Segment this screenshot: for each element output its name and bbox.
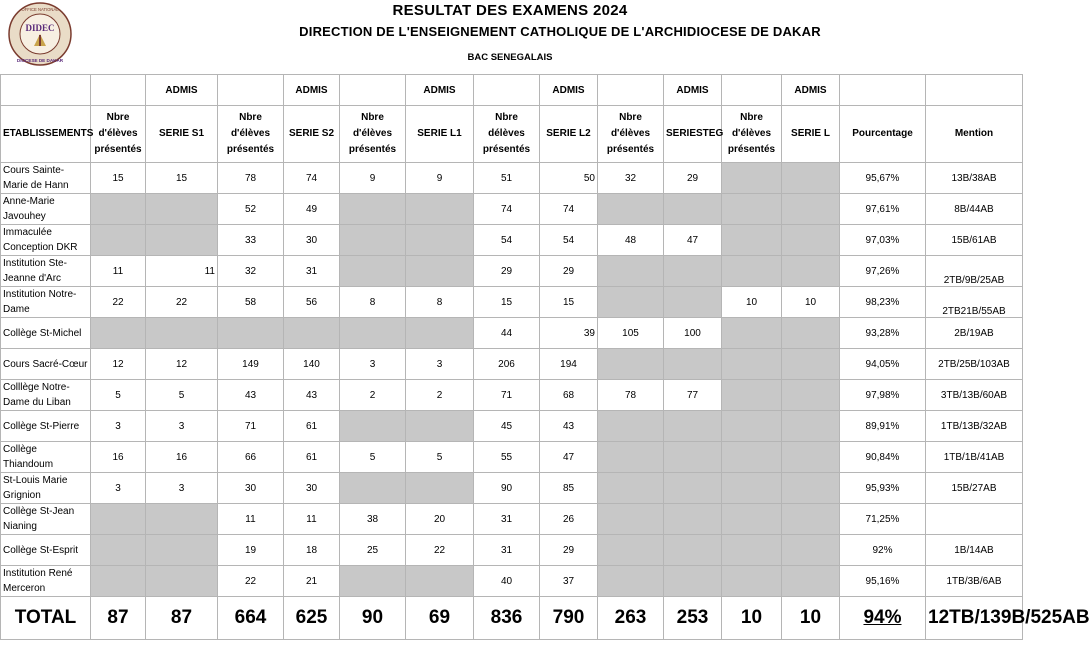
etablissement-name: Cours Sainte-Marie de Hann bbox=[1, 163, 91, 194]
etablissement-name: Anne-Marie Javouhey bbox=[1, 194, 91, 225]
table-cell: 206 bbox=[474, 349, 540, 380]
didec-logo-icon bbox=[8, 2, 72, 66]
exam-type-label: BAC SENEGALAIS bbox=[467, 52, 553, 63]
pourcentage-cell: 71,25% bbox=[840, 504, 926, 535]
mention-cell: 15B/61AB bbox=[926, 225, 1023, 256]
table-cell bbox=[722, 442, 782, 473]
table-cell bbox=[722, 566, 782, 597]
table-cell bbox=[91, 318, 146, 349]
col-serie-l2: SERIE L2 bbox=[540, 106, 598, 163]
table-cell: 22 bbox=[146, 287, 218, 318]
total-cell: 10 bbox=[722, 597, 782, 640]
table-cell: 16 bbox=[146, 442, 218, 473]
table-cell: 25 bbox=[340, 535, 406, 566]
table-cell: 5 bbox=[146, 380, 218, 411]
table-cell bbox=[782, 566, 840, 597]
table-cell: 22 bbox=[91, 287, 146, 318]
table-cell: 140 bbox=[284, 349, 340, 380]
table-cell bbox=[722, 535, 782, 566]
col-nbre-l1: Nbre d'élèves présentés bbox=[340, 106, 406, 163]
col-etablissements: ETABLISSEMENTS bbox=[1, 106, 91, 163]
etablissement-name: Institution Notre-Dame bbox=[1, 287, 91, 318]
table-cell: 3 bbox=[146, 473, 218, 504]
col-nbre-s1: Nbre d'élèves présentés bbox=[91, 106, 146, 163]
col-nbre-l: Nbre d'élèves présentés bbox=[722, 106, 782, 163]
table-cell bbox=[340, 256, 406, 287]
table-cell: 30 bbox=[284, 225, 340, 256]
total-cell: 664 bbox=[218, 597, 284, 640]
table-cell: 20 bbox=[406, 504, 474, 535]
col-mention: Mention bbox=[926, 106, 1023, 163]
table-cell bbox=[598, 442, 664, 473]
table-cell bbox=[664, 256, 722, 287]
table-cell: 39 bbox=[540, 318, 598, 349]
table-row bbox=[1, 504, 1023, 535]
table-cell bbox=[406, 194, 474, 225]
total-cell: 263 bbox=[598, 597, 664, 640]
table-cell: 37 bbox=[540, 566, 598, 597]
table-cell: 56 bbox=[284, 287, 340, 318]
table-cell bbox=[340, 411, 406, 442]
table-cell bbox=[218, 318, 284, 349]
table-cell bbox=[598, 504, 664, 535]
total-cell: 90 bbox=[340, 597, 406, 640]
table-row bbox=[1, 380, 1023, 411]
table-cell bbox=[406, 473, 474, 504]
table-cell: 74 bbox=[474, 194, 540, 225]
table-cell bbox=[664, 535, 722, 566]
table-cell bbox=[664, 287, 722, 318]
table-cell: 3 bbox=[340, 349, 406, 380]
pourcentage-cell: 94,05% bbox=[840, 349, 926, 380]
mention-cell: 1B/14AB bbox=[926, 535, 1023, 566]
pourcentage-cell: 90,84% bbox=[840, 442, 926, 473]
table-cell: 61 bbox=[284, 411, 340, 442]
table-cell bbox=[91, 535, 146, 566]
table-cell: 31 bbox=[474, 504, 540, 535]
table-row bbox=[1, 535, 1023, 566]
table-cell bbox=[146, 194, 218, 225]
table-cell: 71 bbox=[474, 380, 540, 411]
table-cell: 8 bbox=[340, 287, 406, 318]
pourcentage-cell: 95,67% bbox=[840, 163, 926, 194]
total-cell: 10 bbox=[782, 597, 840, 640]
table-cell: 47 bbox=[664, 225, 722, 256]
table-cell: 5 bbox=[91, 380, 146, 411]
table-cell bbox=[406, 411, 474, 442]
table-cell bbox=[722, 504, 782, 535]
table-cell: 44 bbox=[474, 318, 540, 349]
mention-cell: 15B/27AB bbox=[926, 473, 1023, 504]
table-cell bbox=[782, 194, 840, 225]
table-cell bbox=[782, 225, 840, 256]
pourcentage-cell: 92% bbox=[840, 535, 926, 566]
table-cell: 43 bbox=[284, 380, 340, 411]
table-cell: 10 bbox=[722, 287, 782, 318]
report-subtitle: DIRECTION DE L'ENSEIGNEMENT CATHOLIQUE DE L'ARCHIDIOCESE DE DAKAR bbox=[299, 24, 821, 39]
pourcentage-cell: 95,93% bbox=[840, 473, 926, 504]
table-cell: 11 bbox=[218, 504, 284, 535]
total-mention: 12TB/139B/525AB bbox=[926, 597, 1023, 640]
table-cell: 85 bbox=[540, 473, 598, 504]
table-cell: 11 bbox=[284, 504, 340, 535]
table-cell: 54 bbox=[474, 225, 540, 256]
mention-cell: 3TB/13B/60AB bbox=[926, 380, 1023, 411]
total-cell: 87 bbox=[91, 597, 146, 640]
table-cell: 90 bbox=[474, 473, 540, 504]
table-cell bbox=[146, 504, 218, 535]
table-cell bbox=[782, 163, 840, 194]
table-cell bbox=[782, 442, 840, 473]
table-cell bbox=[598, 535, 664, 566]
table-cell: 30 bbox=[218, 473, 284, 504]
col-serie-steg: SERIESTEG bbox=[664, 106, 722, 163]
table-cell bbox=[722, 411, 782, 442]
total-cell: 625 bbox=[284, 597, 340, 640]
table-cell: 2 bbox=[406, 380, 474, 411]
table-cell: 3 bbox=[91, 473, 146, 504]
svg-text:DIDEC: DIDEC bbox=[25, 23, 55, 33]
etablissement-name: Institution Ste-Jeanne d'Arc bbox=[1, 256, 91, 287]
table-row bbox=[1, 566, 1023, 597]
table-cell: 100 bbox=[664, 318, 722, 349]
table-cell: 78 bbox=[598, 380, 664, 411]
mention-cell: 1TB/3B/6AB bbox=[926, 566, 1023, 597]
table-cell: 11 bbox=[91, 256, 146, 287]
table-cell: 49 bbox=[284, 194, 340, 225]
table-cell: 22 bbox=[218, 566, 284, 597]
table-cell bbox=[722, 256, 782, 287]
mention-cell: 8B/44AB bbox=[926, 194, 1023, 225]
table-cell bbox=[406, 566, 474, 597]
table-cell: 31 bbox=[474, 535, 540, 566]
table-cell: 45 bbox=[474, 411, 540, 442]
table-cell: 5 bbox=[406, 442, 474, 473]
pourcentage-cell: 97,26% bbox=[840, 256, 926, 287]
table-cell: 8 bbox=[406, 287, 474, 318]
table-cell: 40 bbox=[474, 566, 540, 597]
table-row bbox=[1, 473, 1023, 504]
results-table bbox=[0, 74, 1090, 640]
table-cell bbox=[664, 411, 722, 442]
table-cell: 19 bbox=[218, 535, 284, 566]
col-nbre-steg: Nbre d'élèves présentés bbox=[598, 106, 664, 163]
col-serie-s2: SERIE S2 bbox=[284, 106, 340, 163]
table-cell: 29 bbox=[540, 256, 598, 287]
table-cell bbox=[340, 473, 406, 504]
table-cell bbox=[782, 318, 840, 349]
table-cell: 32 bbox=[218, 256, 284, 287]
table-cell bbox=[91, 566, 146, 597]
table-cell bbox=[406, 318, 474, 349]
table-cell bbox=[598, 473, 664, 504]
col-serie-l1: SERIE L1 bbox=[406, 106, 474, 163]
table-row bbox=[1, 163, 1023, 194]
table-cell: 3 bbox=[406, 349, 474, 380]
table-cell bbox=[340, 318, 406, 349]
table-cell: 5 bbox=[340, 442, 406, 473]
table-cell bbox=[664, 473, 722, 504]
pourcentage-cell: 97,98% bbox=[840, 380, 926, 411]
table-cell: 105 bbox=[598, 318, 664, 349]
table-cell: 55 bbox=[474, 442, 540, 473]
table-cell: 61 bbox=[284, 442, 340, 473]
table-cell bbox=[722, 225, 782, 256]
table-cell bbox=[91, 194, 146, 225]
table-cell: 194 bbox=[540, 349, 598, 380]
mention-cell: 2TB/25B/103AB bbox=[926, 349, 1023, 380]
total-cell: 253 bbox=[664, 597, 722, 640]
pourcentage-cell: 95,16% bbox=[840, 566, 926, 597]
table-cell: 54 bbox=[540, 225, 598, 256]
table-cell: 77 bbox=[664, 380, 722, 411]
table-cell: 47 bbox=[540, 442, 598, 473]
admis-l-label: ADMIS bbox=[782, 75, 840, 106]
table-cell bbox=[664, 504, 722, 535]
table-cell bbox=[146, 225, 218, 256]
pourcentage-cell: 93,28% bbox=[840, 318, 926, 349]
col-nbre-s2: Nbre d'élèves présentés bbox=[218, 106, 284, 163]
table-cell: 29 bbox=[540, 535, 598, 566]
table-cell: 22 bbox=[406, 535, 474, 566]
mention-cell: 1TB/1B/41AB bbox=[926, 442, 1023, 473]
table-row bbox=[1, 442, 1023, 473]
admis-l1-label: ADMIS bbox=[406, 75, 474, 106]
svg-text:DIOCESE DE DAKAR: DIOCESE DE DAKAR bbox=[16, 58, 64, 63]
table-cell: 15 bbox=[474, 287, 540, 318]
table-cell bbox=[722, 163, 782, 194]
table-cell bbox=[284, 318, 340, 349]
mention-cell: 2TB21B/55AB bbox=[926, 287, 1023, 318]
table-cell bbox=[664, 349, 722, 380]
table-cell: 68 bbox=[540, 380, 598, 411]
table-cell: 18 bbox=[284, 535, 340, 566]
report-title: RESULTAT DES EXAMENS 2024 bbox=[392, 2, 628, 19]
table-row bbox=[1, 349, 1023, 380]
table-cell bbox=[340, 225, 406, 256]
total-cell: 790 bbox=[540, 597, 598, 640]
table-cell: 16 bbox=[91, 442, 146, 473]
table-cell: 50 bbox=[540, 163, 598, 194]
mention-cell: 13B/38AB bbox=[926, 163, 1023, 194]
table-cell: 12 bbox=[146, 349, 218, 380]
table-row bbox=[1, 194, 1023, 225]
etablissement-name: Collège St-Jean Nianing bbox=[1, 504, 91, 535]
table-cell: 15 bbox=[146, 163, 218, 194]
table-cell bbox=[722, 473, 782, 504]
table-cell: 74 bbox=[284, 163, 340, 194]
col-pourcentage: Pourcentage bbox=[840, 106, 926, 163]
total-cell: 69 bbox=[406, 597, 474, 640]
table-cell: 43 bbox=[218, 380, 284, 411]
table-cell bbox=[598, 411, 664, 442]
table-cell bbox=[406, 225, 474, 256]
table-cell bbox=[598, 287, 664, 318]
etablissement-name: Colllège Notre-Dame du Liban bbox=[1, 380, 91, 411]
table-cell: 74 bbox=[540, 194, 598, 225]
table-cell: 3 bbox=[91, 411, 146, 442]
etablissement-name: Collège St-Esprit bbox=[1, 535, 91, 566]
pourcentage-cell: 97,03% bbox=[840, 225, 926, 256]
table-row bbox=[1, 225, 1023, 256]
total-row bbox=[1, 597, 1023, 640]
etablissement-name: Cours Sacré-Cœur bbox=[1, 349, 91, 380]
admis-l2-label: ADMIS bbox=[540, 75, 598, 106]
etablissement-name: Collège St-Pierre bbox=[1, 411, 91, 442]
table-cell: 12 bbox=[91, 349, 146, 380]
pourcentage-cell: 97,61% bbox=[840, 194, 926, 225]
table-cell: 66 bbox=[218, 442, 284, 473]
mention-cell: 2TB/9B/25AB bbox=[926, 256, 1023, 287]
table-cell: 21 bbox=[284, 566, 340, 597]
column-header-row bbox=[1, 106, 1023, 163]
table-cell bbox=[406, 256, 474, 287]
table-cell: 32 bbox=[598, 163, 664, 194]
table-cell: 48 bbox=[598, 225, 664, 256]
report-header bbox=[0, 0, 1024, 75]
table-cell: 15 bbox=[91, 163, 146, 194]
table-cell: 31 bbox=[284, 256, 340, 287]
table-cell: 2 bbox=[340, 380, 406, 411]
total-cell: 87 bbox=[146, 597, 218, 640]
table-cell bbox=[782, 380, 840, 411]
col-nbre-l2: Nbre délèves présentés bbox=[474, 106, 540, 163]
table-cell: 26 bbox=[540, 504, 598, 535]
table-cell bbox=[722, 194, 782, 225]
table-cell: 33 bbox=[218, 225, 284, 256]
etablissement-name: Collège St-Michel bbox=[1, 318, 91, 349]
table-cell bbox=[598, 349, 664, 380]
admis-row bbox=[1, 75, 1023, 106]
total-cell: 836 bbox=[474, 597, 540, 640]
table-cell bbox=[340, 194, 406, 225]
table-cell: 38 bbox=[340, 504, 406, 535]
table-cell bbox=[782, 535, 840, 566]
table-cell: 3 bbox=[146, 411, 218, 442]
table-cell bbox=[782, 256, 840, 287]
admis-s1-label: ADMIS bbox=[146, 75, 218, 106]
etablissement-name: Immaculée Conception DKR bbox=[1, 225, 91, 256]
table-cell bbox=[782, 473, 840, 504]
table-cell bbox=[598, 256, 664, 287]
table-cell: 10 bbox=[782, 287, 840, 318]
table-row bbox=[1, 411, 1023, 442]
col-serie-l: SERIE L bbox=[782, 106, 840, 163]
mention-cell bbox=[926, 504, 1023, 535]
table-cell bbox=[664, 566, 722, 597]
table-cell bbox=[664, 442, 722, 473]
etablissement-name: Collège Thiandoum bbox=[1, 442, 91, 473]
table-cell: 15 bbox=[540, 287, 598, 318]
total-label: TOTAL bbox=[1, 597, 91, 640]
admis-steg-label: ADMIS bbox=[664, 75, 722, 106]
table-cell bbox=[664, 194, 722, 225]
table-cell bbox=[91, 225, 146, 256]
table-cell: 149 bbox=[218, 349, 284, 380]
table-cell: 30 bbox=[284, 473, 340, 504]
mention-cell: 2B/19AB bbox=[926, 318, 1023, 349]
table-cell bbox=[340, 566, 406, 597]
total-pourcentage: 94% bbox=[840, 597, 926, 640]
table-cell bbox=[598, 194, 664, 225]
table-cell bbox=[598, 566, 664, 597]
pourcentage-cell: 98,23% bbox=[840, 287, 926, 318]
admis-s2-label: ADMIS bbox=[284, 75, 340, 106]
etablissement-name: Institution René Merceron bbox=[1, 566, 91, 597]
table-cell bbox=[146, 318, 218, 349]
table-row bbox=[1, 256, 1023, 287]
table-cell bbox=[146, 566, 218, 597]
table-cell: 9 bbox=[340, 163, 406, 194]
table-row bbox=[1, 318, 1023, 349]
table-cell: 51 bbox=[474, 163, 540, 194]
table-cell: 78 bbox=[218, 163, 284, 194]
table-cell bbox=[91, 504, 146, 535]
table-cell: 29 bbox=[664, 163, 722, 194]
table-cell: 58 bbox=[218, 287, 284, 318]
table-cell: 43 bbox=[540, 411, 598, 442]
table-cell: 71 bbox=[218, 411, 284, 442]
table-cell bbox=[782, 411, 840, 442]
col-serie-s1: SERIE S1 bbox=[146, 106, 218, 163]
mention-cell: 1TB/13B/32AB bbox=[926, 411, 1023, 442]
table-cell bbox=[782, 504, 840, 535]
table-cell bbox=[782, 349, 840, 380]
table-cell bbox=[722, 380, 782, 411]
table-cell bbox=[146, 535, 218, 566]
pourcentage-cell: 89,91% bbox=[840, 411, 926, 442]
table-row bbox=[1, 287, 1023, 318]
table-cell: 29 bbox=[474, 256, 540, 287]
table-cell bbox=[722, 318, 782, 349]
table-cell: 11 bbox=[146, 256, 218, 287]
etablissement-name: St-Louis Marie Grignion bbox=[1, 473, 91, 504]
table-cell: 9 bbox=[406, 163, 474, 194]
svg-text:OFFICE NATIONAL: OFFICE NATIONAL bbox=[21, 7, 59, 12]
table-cell: 52 bbox=[218, 194, 284, 225]
table-cell bbox=[722, 349, 782, 380]
